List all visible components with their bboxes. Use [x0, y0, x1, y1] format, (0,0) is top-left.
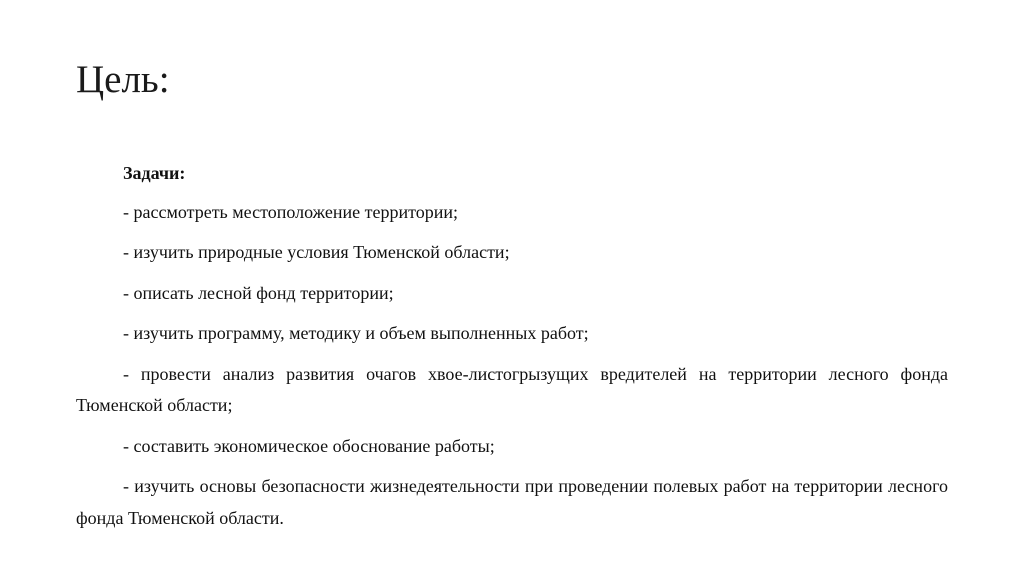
tasks-heading: Задачи:	[123, 163, 186, 183]
task-item: - описать лесной фонд территории;	[123, 282, 394, 303]
task-item: - изучить программу, методику и объем выполненных работ;	[123, 323, 589, 344]
task-item: - изучить основы безопасности жизнедеятельности при проведении полевых работ на территории лесного фонда Тюменской области.	[76, 476, 948, 528]
task-item: - составить экономическое обоснование работы;	[123, 435, 495, 456]
task-item: - изучить природные условия Тюменской области;	[123, 242, 510, 263]
slide-title: Цель:	[76, 58, 170, 101]
tasks-section	[76, 160, 948, 543]
task-item: - провести анализ развития очагов хвое-листогрызущих вредителей на территории лесного фонда Тюменской области;	[76, 363, 948, 416]
task-item: - рассмотреть местоположение территории;	[123, 201, 458, 222]
